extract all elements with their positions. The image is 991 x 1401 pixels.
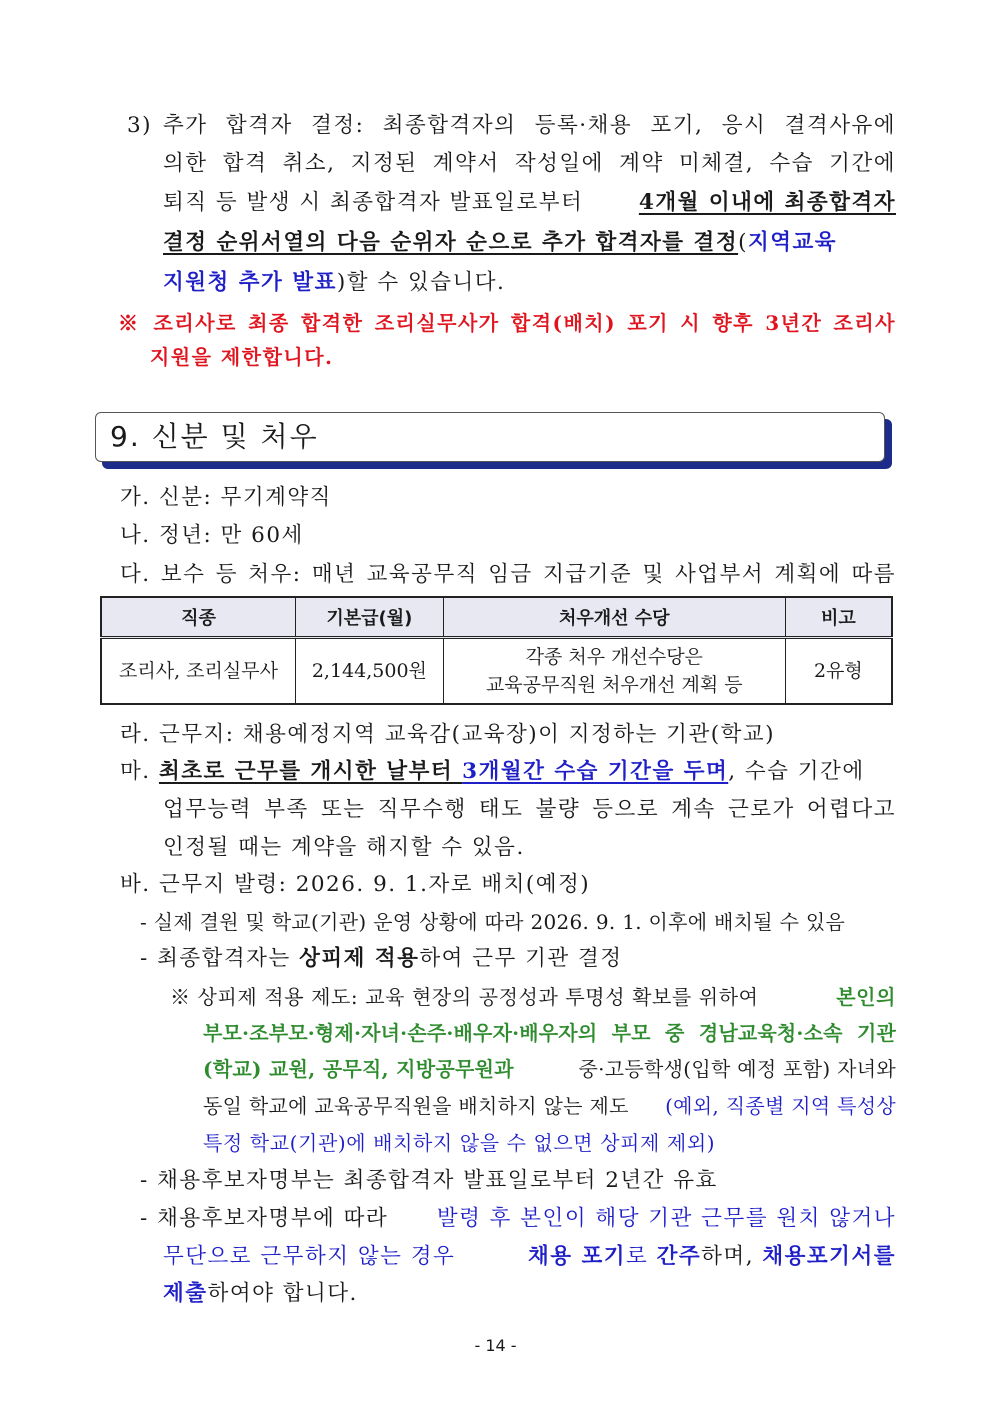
blue-text: (예외, 직종별 지역 특성상 (665, 1094, 896, 1118)
blue-emphasis: 채용포기서를 (762, 1244, 896, 1269)
green-emphasis: (학교) 교원, 공무직, 지방공무원과 (203, 1057, 514, 1081)
note-line (203, 1092, 896, 1120)
column-header: 직종 (101, 597, 295, 638)
table-cell: 2,144,500원 (295, 638, 443, 705)
dash-item (140, 1205, 896, 1233)
list-item: 나. 정년: 만 60세 (120, 523, 304, 548)
note-line: 특정 학교(기관)에 배치하지 않을 수 없으면 상피제 제외) (203, 1131, 716, 1155)
note-line: 부모·조부모·형제·자녀·손주·배우자·배우자의 부모 중 경남교육청·소속 기관 (203, 1021, 896, 1045)
text-span: ※ 상피제 적용 제도: 교육 현장의 공정성과 투명성 확보를 위하여 (170, 985, 759, 1009)
table-row (101, 638, 892, 705)
blue-emphasis: 3개월간 수습 기간을 두며 (462, 759, 729, 784)
emphasis-text: 결정 순위서열의 다음 순위자 순으로 추가 합격자를 결정 (163, 230, 739, 255)
text-line: 업무능력 부족 또는 직무수행 태도 불량 등으로 계속 근로가 어렵다고 (163, 797, 896, 822)
text-span: 하며, (701, 1244, 763, 1269)
text-line (163, 1243, 896, 1271)
text-span: ( (738, 230, 748, 255)
column-header: 비고 (785, 597, 892, 638)
page-number: - 14 - (474, 1336, 517, 1355)
list-item: 가. 신분: 무기계약직 (120, 485, 332, 510)
dash-item: - 실제 결원 및 학교(기관) 운영 상황에 따라 2026. 9. 1. 이후에 배치될 수 있음 (140, 910, 846, 934)
table-cell: 2유형 (785, 638, 892, 705)
warning-note: 지원을 제한합니다. (150, 345, 334, 369)
green-emphasis: 본인의 (836, 985, 896, 1009)
blue-emphasis: 지역교육 (747, 230, 838, 255)
blue-emphasis: 간주 (656, 1244, 702, 1269)
section-title: 9. 신분 및 처우 (110, 420, 319, 453)
text-span: 하여 근무 기관 결정 (419, 946, 623, 971)
text-span: , 수습 기간에 (728, 759, 865, 784)
blue-text: 무단으로 근무하지 않는 경우 (163, 1244, 456, 1269)
table-header-row (101, 597, 892, 638)
blue-emphasis: 제출 (163, 1281, 208, 1306)
table-cell (443, 638, 785, 705)
text-span: - 최종합격자는 (140, 946, 300, 971)
blue-emphasis: 지원청 추가 발표 (163, 270, 337, 295)
text-line: 추가 합격자 결정: 최종합격자의 등록·채용 포기, 응시 결격사유에 (163, 113, 896, 138)
text-line (163, 269, 505, 297)
list-item: 바. 근무지 발령: 2026. 9. 1.자로 배치(예정) (120, 872, 591, 897)
text-span: )할 수 있습니다. (336, 270, 506, 295)
blue-emphasis: 채용 포기 (527, 1244, 626, 1269)
text-span: 중·고등학생(입학 예정 포함) 자녀와 (578, 1057, 896, 1081)
text-line (163, 1280, 358, 1308)
item-number: 3) (127, 113, 153, 138)
cell-line: 교육공무직원 처우개선 계획 등 (485, 674, 743, 696)
list-item: 다. 보수 등 처우: 매년 교육공무직 임금 지급기준 및 사업부서 계획에 따름 (120, 562, 896, 587)
text-line: 인정될 때는 계약을 해지할 수 있음. (163, 835, 525, 860)
text-span: 동일 학교에 교육공무직원을 배치하지 않는 제도 (203, 1094, 629, 1118)
column-header: 기본급(월) (295, 597, 443, 638)
note-line (203, 1055, 896, 1083)
emphasis-text: 4개월 이내에 최종합격자 (638, 190, 896, 215)
note-line (170, 983, 896, 1011)
list-item: 라. 근무지: 채용예정지역 교육감(교육장)이 지정하는 기관(학교) (120, 722, 776, 747)
emphasis-text: 상피제 적용 (299, 946, 420, 971)
text-span: 마. (120, 759, 159, 784)
warning-note: ※ 조리사로 최종 합격한 조리실무사가 합격(배치) 포기 시 향후 3년간 조리사 (118, 311, 896, 335)
dash-item (140, 945, 623, 973)
column-header: 처우개선 수당 (443, 597, 785, 638)
text-line (163, 229, 837, 257)
cell-line: 각종 처우 개선수당은 (525, 646, 703, 668)
list-item (120, 758, 865, 786)
text-span: - 채용후보자명부에 따라 (140, 1206, 389, 1231)
section-heading-box (95, 412, 885, 462)
emphasis-text: 최초로 근무를 개시한 날부터 (158, 759, 463, 784)
pay-table (100, 596, 893, 705)
text-span: 하여야 합니다. (207, 1281, 358, 1306)
text-line (163, 189, 896, 217)
dash-item: - 채용후보자명부는 최종합격자 발표일로부터 2년간 유효 (140, 1168, 718, 1193)
blue-text: 발령 후 본인이 해당 기관 근무를 원치 않거나 (436, 1206, 896, 1231)
blue-text: 로 (626, 1244, 657, 1269)
text-line: 의한 합격 취소, 지정된 계약서 작성일에 계약 미체결, 수습 기간에 (163, 151, 896, 176)
text-span: 퇴직 등 발생 시 최종합격자 발표일로부터 (163, 190, 584, 215)
table-cell: 조리사, 조리실무사 (101, 638, 295, 705)
